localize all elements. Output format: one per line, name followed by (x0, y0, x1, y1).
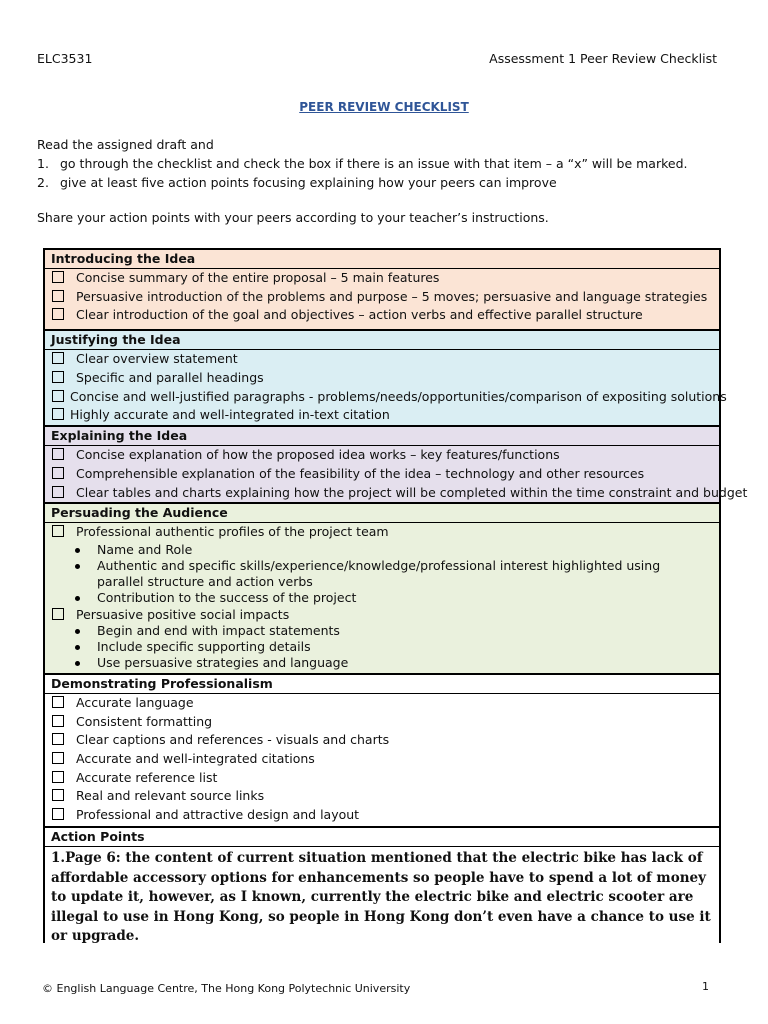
section-heading: Justifying the Idea (45, 329, 719, 350)
checklist-item: Concise explanation of how the proposed idea works – key features/functions (45, 446, 719, 465)
checkbox[interactable] (52, 371, 64, 383)
checklist-item: Clear overview statement (45, 350, 719, 369)
footer-copyright: © English Language Centre, The Hong Kong Polytechnic University (42, 982, 411, 995)
checkbox[interactable] (52, 486, 64, 498)
checkbox[interactable] (52, 808, 64, 820)
bullet-list (45, 542, 719, 606)
checkbox[interactable] (52, 352, 64, 364)
checklist-item: Professional and attractive design and layout (45, 806, 719, 826)
checklist-item: Accurate language (45, 694, 719, 713)
section-demonstrating-professionalism (45, 673, 719, 826)
checklist-item: Accurate and well-integrated citations (45, 750, 719, 769)
section-justifying-idea (45, 329, 727, 425)
checkbox[interactable] (52, 408, 64, 420)
section-heading: Action Points (45, 826, 719, 847)
checkbox[interactable] (52, 467, 64, 479)
section-heading: Persuading the Audience (45, 502, 719, 523)
bullet-item: Contribution to the success of the project (97, 590, 719, 606)
bullet-item: Include specific supporting details (97, 639, 719, 655)
checklist-item: Comprehensible explanation of the feasibility of the idea – technology and other resources (45, 465, 719, 484)
section-explaining-idea (45, 425, 748, 502)
checklist-table (43, 248, 748, 944)
checklist-item: Persuasive introduction of the problems and purpose – 5 moves; persuasive and language strategies (45, 288, 719, 307)
checklist-item: Persuasive positive social impacts (45, 606, 719, 623)
checkbox[interactable] (52, 448, 64, 460)
share-instruction: Share your action points with your peers according to your teacher’s instructions. (37, 210, 549, 225)
course-code: ELC3531 (37, 51, 93, 66)
checklist-item: Professional authentic profiles of the project team (45, 523, 719, 542)
checklist-item: Accurate reference list (45, 769, 719, 788)
checkbox[interactable] (52, 608, 64, 620)
checklist-item: Clear introduction of the goal and objectives – action verbs and effective parallel structure (45, 306, 719, 329)
instruction-step: 1. go through the checklist and check the box if there is an issue with that item – a “x” will be marked. (37, 156, 688, 171)
instructions-lead: Read the assigned draft and (37, 137, 214, 152)
section-introducing-idea (45, 250, 719, 329)
document-title: Assessment 1 Peer Review Checklist (489, 51, 717, 66)
checkbox[interactable] (52, 290, 64, 302)
checkbox[interactable] (52, 771, 64, 783)
checklist-item: Concise and well-justified paragraphs - problems/needs/opportunities/comparison of expositing solutions (45, 388, 719, 407)
checkbox[interactable] (52, 271, 64, 283)
bullet-item: Begin and end with impact statements (97, 623, 719, 639)
checkbox[interactable] (52, 308, 64, 320)
section-heading: Demonstrating Professionalism (45, 673, 719, 694)
page-number: 1 (702, 980, 709, 993)
checklist-item: Specific and parallel headings (45, 369, 719, 388)
section-persuading-audience (45, 502, 719, 673)
page-title: PEER REVIEW CHECKLIST (299, 100, 469, 114)
bullet-item: Authentic and specific skills/experience/knowledge/professional interest highlighted using parallel structure and action verbs (97, 558, 719, 590)
checklist-item: Real and relevant source links (45, 787, 719, 806)
section-action-points (45, 826, 719, 947)
checklist-item: Consistent formatting (45, 713, 719, 732)
bullet-list (45, 623, 719, 673)
checkbox[interactable] (52, 390, 64, 402)
checkbox[interactable] (52, 715, 64, 727)
instructions (37, 135, 688, 192)
checkbox[interactable] (52, 752, 64, 764)
checklist-item: Clear captions and references - visuals and charts (45, 731, 719, 750)
instruction-step: 2. give at least five action points focusing explaining how your peers can improve (37, 175, 557, 190)
bullet-item: Name and Role (97, 542, 719, 558)
checklist-item: Clear tables and charts explaining how the project will be completed within the time constraint and budget (45, 484, 719, 503)
checkbox[interactable] (52, 525, 64, 537)
bullet-item: Use persuasive strategies and language (97, 655, 719, 671)
section-heading: Explaining the Idea (45, 425, 719, 446)
section-heading: Introducing the Idea (45, 250, 719, 269)
checklist-item: Highly accurate and well-integrated in-text citation (45, 406, 719, 425)
checkbox[interactable] (52, 733, 64, 745)
checkbox[interactable] (52, 696, 64, 708)
checkbox[interactable] (52, 789, 64, 801)
action-points-text[interactable]: 1.Page 6: the content of current situation mentioned that the electric bike has lack of affordable accessory options for enhancements so people have to spend a lot of money to update it, however, as I known, currently the electric bike and electric scooter are illegal to use in Hong Kong, so people in Hong Kong don’t even have a chance to use it or upgrade. (51, 850, 711, 944)
checklist-item: Concise summary of the entire proposal – 5 main features (45, 269, 719, 288)
